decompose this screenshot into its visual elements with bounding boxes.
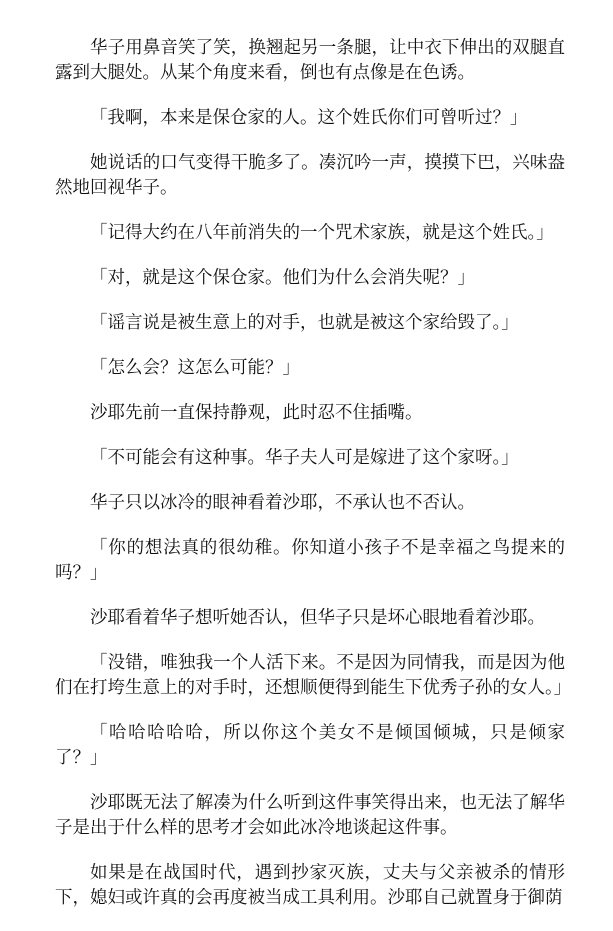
paragraph: 「没错，唯独我一个人活下来。不是因为同情我，而是因为他们在打垮生意上的对手时，还想顺便得到能生下优秀子孙的女人。」 (55, 653, 572, 698)
paragraph: 「记得大约在八年前消失的一个咒术家族，就是这个姓氏。」 (90, 223, 554, 243)
paragraph: 沙耶先前一直保持静观，此时忍不住插嘴。 (90, 403, 423, 423)
paragraph: 华子只以冰冷的眼神看着沙耶，不承认也不否认。 (90, 493, 475, 513)
paragraph: 「对，就是这个保仓家。他们为什么会消失呢？」 (90, 268, 475, 288)
paragraph: 沙耶看着华子想听她否认，但华子只是坏心眼地看着沙耶。 (90, 608, 545, 628)
paragraph: 「不可能会有这种事。华子夫人可是嫁进了这个家呀。」 (90, 448, 519, 468)
paragraph: 「怎么会？这怎么可能？」 (90, 358, 300, 378)
paragraph: 如果是在战国时代，遇到抄家灭族，丈夫与父亲被杀的情形下，媳妇或许真的会再度被当成工具利用。沙耶自己就置身于御荫 (55, 863, 565, 908)
paragraph: 「我啊，本来是保仓家的人。这个姓氏你们可曾听过？」 (90, 108, 528, 128)
paragraph: 「哈哈哈哈哈，所以你这个美女不是倾国倾城，只是倾家了？」 (55, 723, 565, 768)
paragraph: 华子用鼻音笑了笑，换翘起另一条腿，让中衣下伸出的双腿直露到大腿处。从某个角度来看，倒也有点像是在色诱。 (55, 38, 565, 83)
paragraph: 「你的想法真的很幼稚。你知道小孩子不是幸福之鸟提来的吗？」 (55, 538, 565, 583)
paragraph: 她说话的口气变得干脆多了。凑沉吟一声，摸摸下巴，兴味盎然地回视华子。 (55, 153, 565, 198)
paragraph: 沙耶既无法了解凑为什么听到这件事笑得出来，也无法了解华子是出于什么样的思考才会如此冰冷地谈起这件事。 (55, 793, 565, 838)
paragraph: 「谣言说是被生意上的对手，也就是被这个家给毁了。」 (90, 313, 519, 333)
document-page (55, 36, 572, 931)
